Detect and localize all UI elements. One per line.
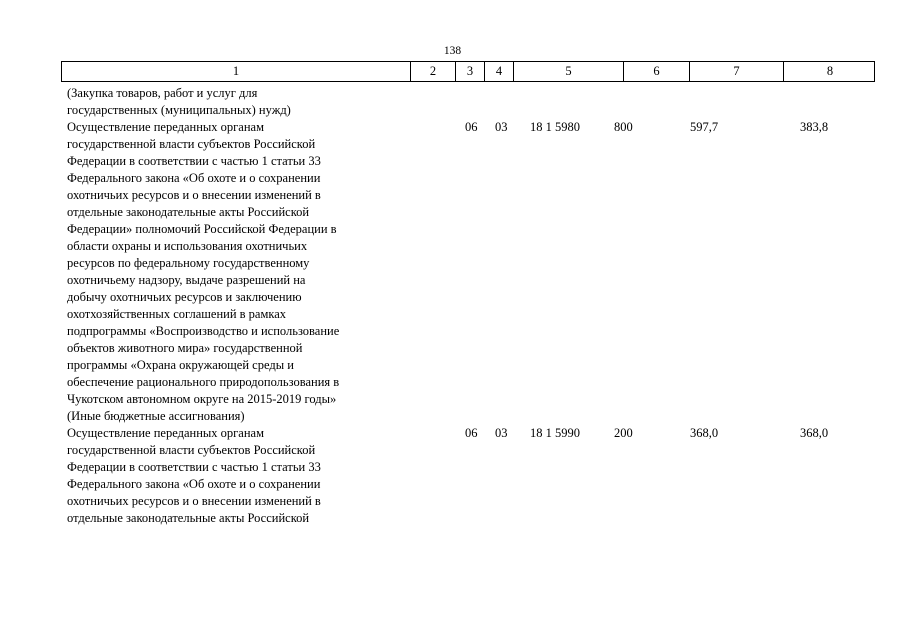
table-row bbox=[67, 425, 875, 527]
table-body bbox=[67, 85, 875, 527]
row-description-line: охотничьему надзору, выдаче разрешений на bbox=[67, 273, 306, 287]
header-col-2: 2 bbox=[411, 62, 456, 81]
row-description-line: (Иные бюджетные ассигнования) bbox=[67, 409, 245, 423]
row-description-line: обеспечение рационального природопользования в bbox=[67, 375, 340, 389]
row-description-line: государственной власти субъектов Российской bbox=[67, 443, 316, 457]
header-col-7: 7 bbox=[690, 62, 784, 81]
table-row bbox=[67, 119, 875, 425]
row-description-line: ресурсов по федеральному государственному bbox=[67, 256, 310, 270]
row-target-article: 18 1 5980 bbox=[530, 120, 580, 134]
row-expense-type: 200 bbox=[614, 426, 633, 440]
header-col-1: 1 bbox=[62, 62, 411, 81]
row-description-line: Федерации в соответствии с частью 1 статьи 33 bbox=[67, 154, 321, 168]
row-description-line: области охраны и использования охотничьих bbox=[67, 239, 308, 253]
row-subsection: 03 bbox=[495, 426, 508, 440]
row-description-line: добычу охотничьих ресурсов и заключению bbox=[67, 290, 302, 304]
row-target-article: 18 1 5990 bbox=[530, 426, 580, 440]
row-amount-2: 383,8 bbox=[800, 120, 829, 134]
header-col-5: 5 bbox=[514, 62, 624, 81]
row-section: 06 bbox=[465, 120, 478, 134]
row-description-line: программы «Охрана окружающей среды и bbox=[67, 358, 294, 372]
row-description-line: Чукотском автономном округе на 2015-2019 годы» bbox=[67, 392, 337, 406]
header-col-8: 8 bbox=[826, 64, 834, 78]
row-description-line: охотхозяйственных соглашений в рамках bbox=[67, 307, 287, 321]
row-description-line: Осуществление переданных органам bbox=[67, 426, 264, 440]
row-expense-type: 800 bbox=[614, 120, 633, 134]
row-description-line: отдельные законодательные акты Российской bbox=[67, 511, 310, 525]
row-description-line: подпрограммы «Воспроизводство и использование bbox=[67, 324, 340, 338]
row-description-line: объектов животного мира» государственной bbox=[67, 341, 303, 355]
row-description-line: государственных (муниципальных) нужд) bbox=[67, 103, 291, 117]
row-description-line: государственной власти субъектов Российской bbox=[67, 137, 316, 151]
row-description-line: Федерального закона «Об охоте и о сохранении bbox=[67, 477, 321, 491]
row-description-line: Федерации в соответствии с частью 1 статьи 33 bbox=[67, 460, 321, 474]
row-amount-1: 368,0 bbox=[690, 426, 719, 440]
header-col-4: 4 bbox=[485, 62, 514, 81]
table-header bbox=[61, 61, 875, 82]
row-description-line: охотничьих ресурсов и о внесении изменений в bbox=[67, 494, 321, 508]
row-description-line: отдельные законодательные акты Российской bbox=[67, 205, 310, 219]
row-description-line: Федерального закона «Об охоте и о сохранении bbox=[67, 171, 321, 185]
header-col-3: 3 bbox=[456, 62, 485, 81]
row-description-line: (Закупка товаров, работ и услуг для bbox=[67, 86, 258, 100]
page-number: 138 bbox=[443, 45, 462, 57]
row-subsection: 03 bbox=[495, 120, 508, 134]
table-row bbox=[67, 85, 875, 119]
row-amount-1: 597,7 bbox=[690, 120, 719, 134]
header-col-6: 6 bbox=[624, 62, 690, 81]
row-description-line: охотничьих ресурсов и о внесении изменений в bbox=[67, 188, 321, 202]
row-section: 06 bbox=[465, 426, 478, 440]
row-description-line: Осуществление переданных органам bbox=[67, 120, 264, 134]
row-amount-2: 368,0 bbox=[800, 426, 829, 440]
row-description-line: Федерации» полномочий Российской Федерации в bbox=[67, 222, 337, 236]
